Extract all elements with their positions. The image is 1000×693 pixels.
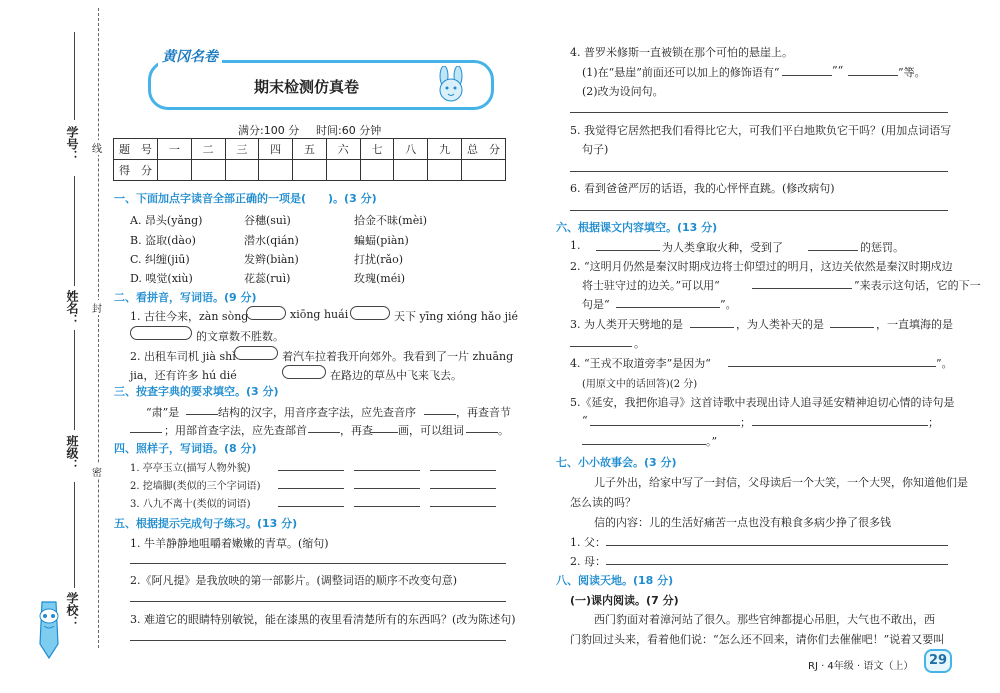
s6-line-3b: ”来表示这句话，它的下一 xyxy=(854,279,981,292)
score-input-cell[interactable] xyxy=(158,160,192,181)
score-cell: 题 号 xyxy=(114,139,158,160)
s6-blank-8[interactable] xyxy=(728,366,936,367)
section-1-title: 一、下面加点字读音全部正确的一项是( )。(3 分) xyxy=(114,192,377,205)
s6-line-5c: ，一直填海的是 xyxy=(876,318,953,331)
s2-line-4b: 在路边的草丛中飞来飞去。 xyxy=(330,369,462,382)
brand-text: 黄冈名卷 xyxy=(162,49,218,65)
score-input-cell[interactable] xyxy=(259,160,293,181)
exam-title: 期末检测仿真卷 xyxy=(254,78,360,96)
s5-answer-line-3[interactable] xyxy=(130,640,506,641)
field-xuehao-line[interactable] xyxy=(74,32,75,120)
s5-answer-line-5[interactable] xyxy=(570,171,948,172)
s4-blank-3[interactable] xyxy=(430,470,496,471)
s7-para-3: 信的内容：儿的生活好痛苦一点也没有粮食多病少挣了很多钱 xyxy=(594,516,891,529)
s5-line-5: 5. 我觉得它居然把我们看得比它大，可我们平白地欺负它干吗？(用加点词语写 xyxy=(570,124,952,137)
s2-line-1a: 1. 古往今来，zàn sòng xyxy=(130,310,249,323)
s8-subtitle: (一)课内阅读。(7 分) xyxy=(570,594,679,607)
score-input-cell[interactable] xyxy=(191,160,225,181)
s6-line-3a: 将士驻守过的边关。”可以用“ xyxy=(582,279,720,292)
s1-option-a-3: 拾金不昧(mèi) xyxy=(354,214,428,227)
s5-answer-line-4[interactable] xyxy=(570,112,948,113)
time-info: 时间:60 分钟 xyxy=(316,124,382,137)
s6-blank-3[interactable] xyxy=(752,288,852,289)
binding-label-mi: 密 xyxy=(92,464,102,479)
s5-line-1: 1. 牛羊静静地咀嚼着嫩嫩的青草。(缩句) xyxy=(130,537,329,550)
s4-blank-8[interactable] xyxy=(354,506,420,507)
s5-answer-line-6[interactable] xyxy=(570,210,948,211)
s6-line-4a: 句是“ xyxy=(582,298,610,311)
s3-blank-3[interactable] xyxy=(130,432,162,433)
s5-answer-line-1[interactable] xyxy=(130,563,506,564)
score-cell: 五 xyxy=(293,139,327,160)
binding-label-feng: 封 xyxy=(92,300,102,315)
score-cell: 七 xyxy=(360,139,394,160)
section-6-title: 六、根据课文内容填空。(13 分) xyxy=(556,221,718,234)
brand-logo xyxy=(158,46,222,66)
s1-option-b-3: 蝙蝠(piàn) xyxy=(354,234,409,247)
s4-line-2: 2. 挖墙脚(类似的三个字词语) xyxy=(130,481,261,492)
score-cell: 九 xyxy=(428,139,462,160)
s6-line-11: 。” xyxy=(706,435,718,448)
s4-blank-7[interactable] xyxy=(278,506,344,507)
score-input-cell[interactable] xyxy=(360,160,394,181)
field-xingming: 姓名： xyxy=(65,290,79,326)
s6-line-9: 5.《延安，我把你追寻》这首诗歌中表现出诗人追寻延安精神迫切心情的诗句是 xyxy=(570,396,955,409)
s6-line-7a: 4. “王戎不取道旁李”是因为“ xyxy=(570,357,711,370)
s6-blank-11[interactable] xyxy=(582,444,706,445)
field-xingming-line[interactable] xyxy=(74,176,75,286)
field-xuexiao-line[interactable] xyxy=(74,482,75,588)
score-input-cell[interactable] xyxy=(428,160,462,181)
s5-line-2: 2.《阿凡提》是我放映的第一部影片。(调整词语的顺序不改变句意) xyxy=(130,574,458,587)
s2-box-3[interactable] xyxy=(130,326,192,340)
s4-blank-5[interactable] xyxy=(354,488,420,489)
score-label-cell: 得 分 xyxy=(114,160,158,181)
s2-box-4[interactable] xyxy=(234,346,278,360)
s3-line-2a: ；用部首查字法，应先查部首 xyxy=(164,424,307,437)
s3-line-1c: ，再查音节 xyxy=(456,406,511,419)
field-banji-line[interactable] xyxy=(74,330,75,430)
score-cell: 二 xyxy=(191,139,225,160)
s6-line-1b: 为人类拿取火种，受到了 xyxy=(662,241,783,254)
s5-line-4a3: ”等。 xyxy=(898,66,926,79)
score-cell: 三 xyxy=(225,139,259,160)
score-input-cell[interactable] xyxy=(326,160,360,181)
s1-option-c-3: 打扰(rǎo) xyxy=(354,253,404,266)
section-4-title: 四、照样子，写词语。(8 分) xyxy=(114,442,257,455)
s7-para-2: 怎么读的吗？ xyxy=(570,496,636,509)
s6-line-1c: 的惩罚。 xyxy=(860,241,904,254)
pen-mascot-icon xyxy=(32,596,66,660)
s8-para-1: 西门豹面对着漳河站了很久。那些官绅都提心吊胆，大气也不敢出，西 xyxy=(594,613,935,626)
s6-line-1a: 1. xyxy=(570,239,581,252)
s2-line-1c: 天下 yīng xióng hǎo jié xyxy=(394,310,519,323)
score-table-score-row xyxy=(114,160,506,181)
score-input-cell[interactable] xyxy=(293,160,327,181)
s5-line-4b: (2)改为设问句。 xyxy=(582,85,664,98)
s4-blank-6[interactable] xyxy=(430,488,496,489)
s5-line-4a2: ”“ xyxy=(832,64,844,77)
score-cell: 总 分 xyxy=(462,139,506,160)
s5-line-4a: (1)在“悬崖”前面还可以加上的修饰语有“ xyxy=(582,66,780,79)
s5-line-3: 3. 难道它的眼睛特别敏锐，能在漆黑的夜里看清楚所有的东西吗？(改为陈述句) xyxy=(130,613,516,626)
s3-line-2b: ，再查 xyxy=(340,424,373,437)
s4-line-3: 3. 八九不离十(类似的词语) xyxy=(130,499,251,510)
s3-line-1b: 结构的汉字，用音序查字法，应先查音序 xyxy=(218,406,416,419)
page-number: 29 xyxy=(928,653,948,668)
section-8-title: 八、阅读天地。(18 分) xyxy=(556,574,674,587)
s5-answer-line-2[interactable] xyxy=(130,601,506,602)
s6-line-2: 2. “这明月仍然是秦汉时期戍边将士仰望过的明月，这边关依然是秦汉时期戍边 xyxy=(570,260,953,273)
s6-line-10a: “ xyxy=(582,414,588,427)
s5-blank-modifier-1[interactable] xyxy=(782,75,832,76)
s6-line-7b: ”。 xyxy=(936,357,953,370)
s1-option-a-2: 谷穗(suì) xyxy=(244,214,291,227)
s6-blank-9[interactable] xyxy=(590,425,740,426)
s1-option-b: B. 盗取(dào) xyxy=(130,234,196,247)
section-7-title: 七、小小故事会。(3 分) xyxy=(556,456,677,469)
s6-blank-6[interactable] xyxy=(830,327,874,328)
field-banji: 班级： xyxy=(65,435,79,471)
s5-line-6: 6. 看到爸爸严厉的话语，我的心怦怦直跳。(修改病句) xyxy=(570,182,835,195)
section-2-title: 二、看拼音，写词语。(9 分) xyxy=(114,291,257,304)
s6-blank-1[interactable] xyxy=(596,250,660,251)
score-input-cell[interactable] xyxy=(462,160,506,181)
s3-line-1a: “肃”是 xyxy=(146,406,180,419)
s6-line-5b: ，为人类补天的是 xyxy=(736,318,824,331)
s4-blank-4[interactable] xyxy=(278,488,344,489)
score-input-cell[interactable] xyxy=(394,160,428,181)
s4-blank-1[interactable] xyxy=(278,470,344,471)
section-3-title: 三、按查字典的要求填空。(3 分) xyxy=(114,385,279,398)
s1-option-d-3: 玫瑰(méi) xyxy=(354,272,406,285)
s4-line-1: 1. 亭亭玉立(描写人物外貌) xyxy=(130,463,251,474)
page-number-badge xyxy=(924,649,952,673)
s1-option-a: A. 昂头(yǎng) xyxy=(130,214,203,227)
s2-box-1[interactable] xyxy=(246,306,286,320)
s7-mother-label: 2. 母： xyxy=(570,555,606,568)
s6-line-8: (用原文中的话回答)(2 分) xyxy=(582,379,698,390)
field-xuehao: 学号： xyxy=(65,126,79,162)
s2-line-4a: jia，还有许多 hú dié xyxy=(130,369,237,382)
score-cell: 八 xyxy=(394,139,428,160)
s7-para-1: 儿子外出，给家中写了一封信，父母读后一个大笑，一个大哭，你知道他们是 xyxy=(594,476,968,489)
s6-blank-7[interactable] xyxy=(570,346,632,347)
s1-option-b-2: 潜水(qián) xyxy=(244,234,299,247)
s2-box-2[interactable] xyxy=(350,306,390,320)
s2-line-1b: xiōng huái xyxy=(290,308,349,321)
s3-blank-6[interactable] xyxy=(466,432,498,433)
s3-blank-5[interactable] xyxy=(370,432,398,433)
score-cell: 一 xyxy=(158,139,192,160)
score-table xyxy=(113,138,506,181)
s6-blank-4[interactable] xyxy=(616,307,720,308)
s5-line-5b: 句子) xyxy=(582,143,609,156)
score-input-cell[interactable] xyxy=(225,160,259,181)
s2-line-3b: 着汽车拉着我开向郊外。我看到了一片 zhuāng xyxy=(282,350,514,363)
s5-line-4: 4. 普罗米修斯一直被锁在那个可怕的悬崖上。 xyxy=(570,46,793,59)
s1-option-c-2: 发辫(biàn) xyxy=(244,253,299,266)
binding-dashed-line xyxy=(98,8,99,648)
s6-line-4b: ”。 xyxy=(720,298,737,311)
binding-label-xian: 线 xyxy=(92,140,102,155)
rabbit-mascot-icon xyxy=(430,66,474,106)
section-5-title: 五、根据提示完成句子练习。(13 分) xyxy=(114,517,298,530)
s3-line-2c: 画，可以组词 xyxy=(398,424,464,437)
s2-line-3a: 2. 出租车司机 jià shǐ xyxy=(130,350,236,363)
s4-blank-2[interactable] xyxy=(354,470,420,471)
field-xuexiao: 学校： xyxy=(65,592,79,628)
s2-line-2: 的文章数不胜数。 xyxy=(196,330,284,343)
s2-box-5[interactable] xyxy=(282,365,326,379)
s1-option-d-2: 花蕊(ruì) xyxy=(244,272,291,285)
s6-blank-10[interactable] xyxy=(752,425,928,426)
s3-blank-4[interactable] xyxy=(308,432,340,433)
s6-blank-2[interactable] xyxy=(808,250,858,251)
s1-option-d: D. 嗅觉(xiù) xyxy=(130,272,193,285)
score-cell: 四 xyxy=(259,139,293,160)
s7-mother-line[interactable] xyxy=(606,564,948,565)
s8-para-2: 门豹回过头来，看着他们说：“怎么还不回来，请你们去催催吧！”说着又要叫 xyxy=(570,633,945,646)
s6-line-6: 。 xyxy=(634,337,645,350)
s3-blank-1[interactable] xyxy=(186,414,218,415)
s6-line-10c: ； xyxy=(928,416,939,429)
s4-blank-9[interactable] xyxy=(430,506,496,507)
s7-father-line[interactable] xyxy=(606,545,948,546)
s1-option-c: C. 纠缠(jiū) xyxy=(130,253,190,266)
s5-blank-modifier-2[interactable] xyxy=(848,75,898,76)
s6-blank-5[interactable] xyxy=(690,327,734,328)
score-info: 满分:100 分 xyxy=(238,124,300,137)
s6-line-10b: ； xyxy=(740,416,751,429)
score-table-header-row xyxy=(114,139,506,160)
footer-label: RJ · 4年级 · 语文（上） xyxy=(808,661,914,672)
s3-line-2d: 。 xyxy=(498,424,509,437)
s6-line-5a: 3. 为人类开天劈地的是 xyxy=(570,318,683,331)
s3-blank-2[interactable] xyxy=(424,414,456,415)
score-cell: 六 xyxy=(326,139,360,160)
s7-father-label: 1. 父： xyxy=(570,536,606,549)
